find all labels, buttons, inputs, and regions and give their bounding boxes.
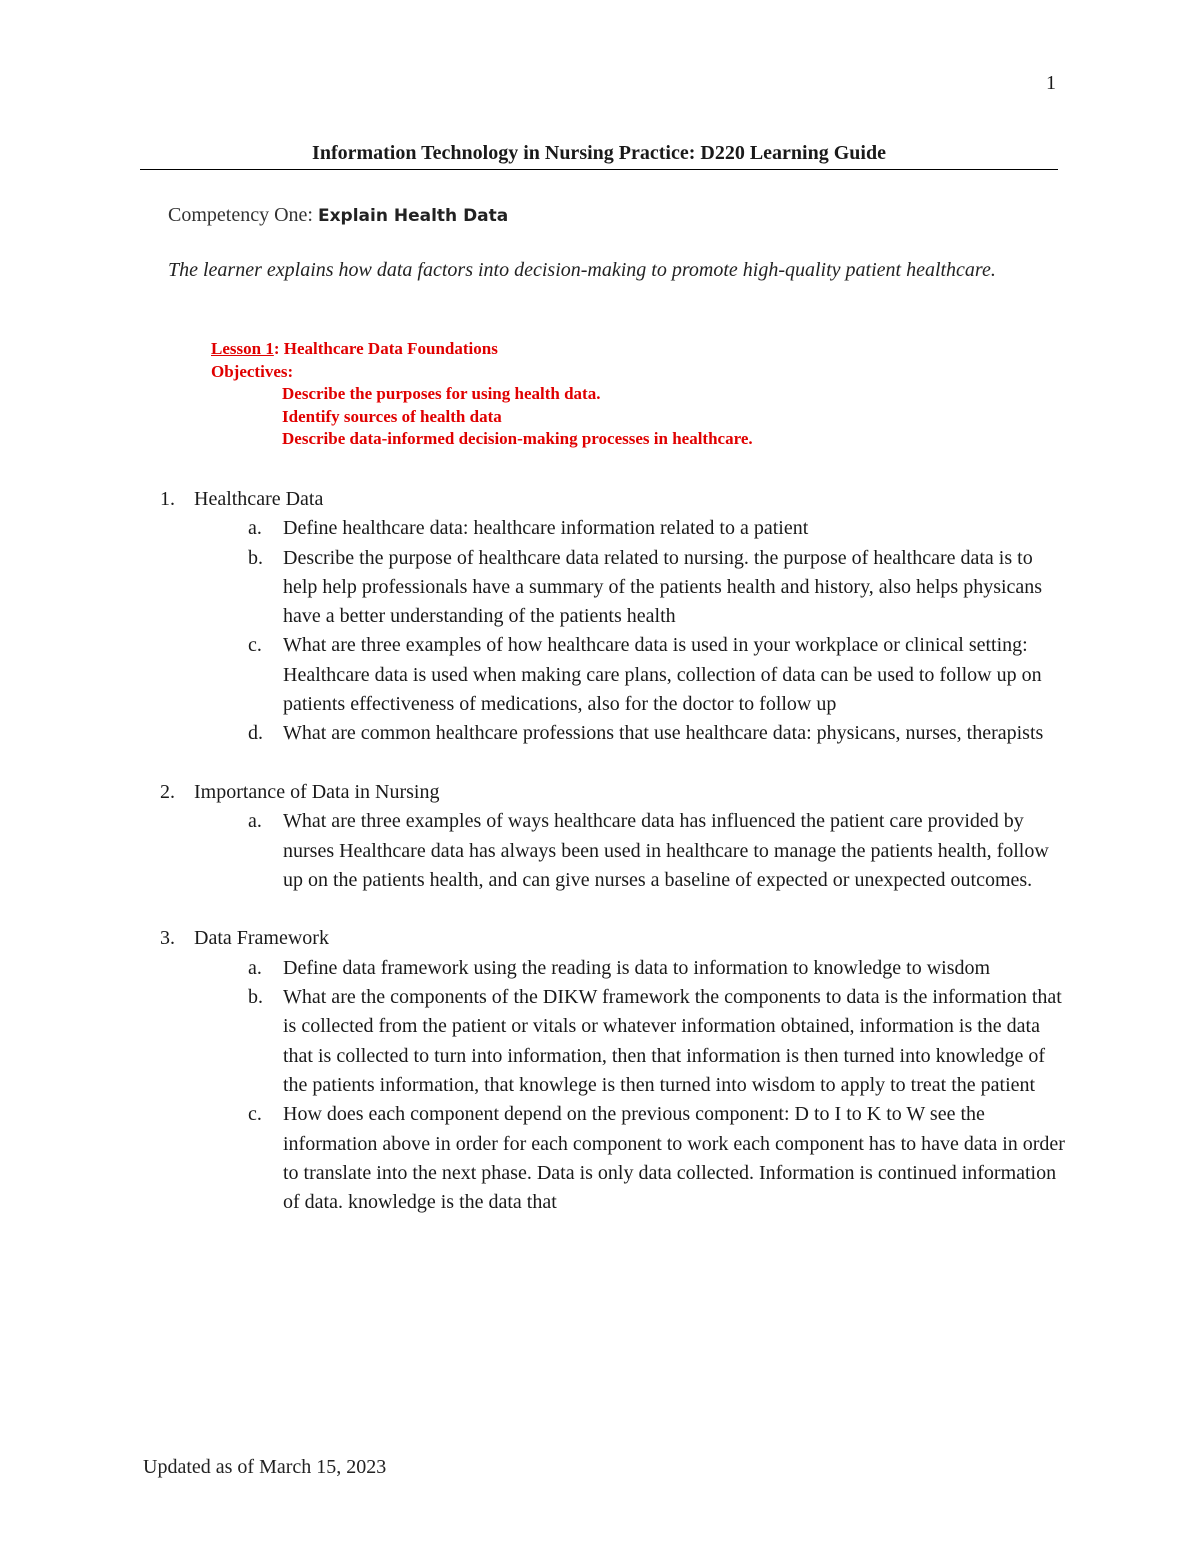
learner-statement: The learner explains how data factors into decision-making to promote high-quality patient healthcare. xyxy=(168,259,996,281)
list-item xyxy=(160,954,1070,983)
outline-list xyxy=(160,485,1070,1217)
item-letter: b. xyxy=(248,546,263,569)
item-letter: d. xyxy=(248,722,263,745)
list-item xyxy=(160,631,1070,719)
list-item xyxy=(160,807,1070,895)
section-data-framework xyxy=(160,924,1070,1217)
objective-item: Describe the purposes for using health data. xyxy=(282,384,601,403)
item-text: What are the components of the DIKW framework the components to data is the information that is collected from the patient or vitals or whatever information obtained, information is the data that is collected to turn into information, then that information is then turned into knowledge of the patients information, that knowlege is then turned into wisdom to apply to treat the patient xyxy=(283,986,1062,1096)
section-healthcare-data xyxy=(160,485,1070,749)
section-title: Healthcare Data xyxy=(194,488,324,510)
item-letter: a. xyxy=(248,517,262,540)
item-text: Define healthcare data: healthcare information related to a patient xyxy=(283,517,809,540)
list-item xyxy=(160,719,1070,748)
item-text: What are common healthcare professions that use healthcare data: physicans, nurses, therapists xyxy=(283,722,1044,745)
section-number: 3. xyxy=(160,927,175,950)
competency-label: Competency One: xyxy=(168,204,318,226)
item-text: What are three examples of ways healthcare data has influenced the patient care provided by nurses Healthcare data has always been used in healthcare to manage the patients health, follow up on the patients health, and can give nurses a baseline of expected or unexpected outcomes. xyxy=(283,810,1049,891)
list-item xyxy=(160,1100,1070,1217)
competency-value: Explain Health Data xyxy=(317,206,509,226)
lesson-block xyxy=(211,338,753,451)
objectives-label: Objectives: xyxy=(211,361,294,381)
item-letter: c. xyxy=(248,634,262,657)
section-number: 2. xyxy=(160,780,175,803)
item-letter: c. xyxy=(248,1103,262,1126)
item-text: How does each component depend on the previous component: D to I to K to W see the information above in order for each component to work each component has to have data in order to translate into the next phase. Data is only data collected. Information is continued information of data. knowledge is the data that xyxy=(283,1103,1065,1214)
lesson-heading xyxy=(211,338,753,361)
document-title: Information Technology in Nursing Practice: D220 Learning Guide xyxy=(140,142,1058,170)
section-title: Data Framework xyxy=(194,927,329,950)
objective-item: Describe data-informed decision-making processes in healthcare. xyxy=(282,429,753,448)
item-letter: b. xyxy=(248,986,263,1009)
item-letter: a. xyxy=(248,956,262,979)
section-title: Importance of Data in Nursing xyxy=(194,780,440,803)
competency-heading xyxy=(168,204,508,227)
item-text: What are three examples of how healthcare data is used in your workplace or clinical setting: Healthcare data is used when making care plans, collection of data can be used to follow up on patients effectiveness of medications, also for the doctor to follow up xyxy=(283,634,1042,716)
objective-item: Identify sources of health data xyxy=(282,406,502,426)
lesson-label: Lesson 1 xyxy=(211,339,274,358)
section-number: 1. xyxy=(160,488,175,510)
list-item xyxy=(160,514,1070,543)
page-number: 1 xyxy=(1046,72,1056,94)
section-spacer xyxy=(160,749,1070,778)
page-footer: Updated as of March 15, 2023 xyxy=(143,1456,387,1478)
item-text: Define data framework using the reading is data to information to knowledge to wisdom xyxy=(283,956,991,979)
list-item xyxy=(160,983,1070,1100)
section-spacer xyxy=(160,895,1070,924)
item-text: Describe the purpose of healthcare data related to nursing. the purpose of healthcare data is to help help professionals have a summary of the patients health and history, also helps physicans have a better understanding of the patients health xyxy=(283,546,1043,628)
list-item xyxy=(160,544,1070,632)
item-letter: a. xyxy=(248,810,262,833)
lesson-title: : Healthcare Data Foundations xyxy=(273,339,498,358)
section-importance-of-data xyxy=(160,778,1070,895)
